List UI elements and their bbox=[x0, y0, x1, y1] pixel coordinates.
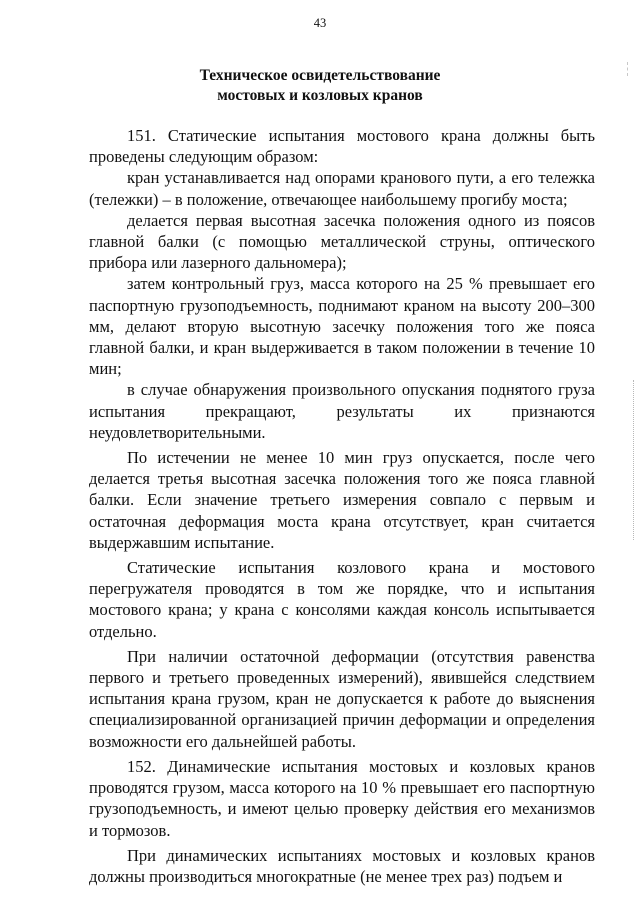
paragraph: делается первая высотная засечка положения одного из поясов главной балки (с помощью металлической струны, оптического прибора или лазерного дальномера); bbox=[89, 210, 595, 273]
paragraph: По истечении не менее 10 мин груз опускается, после чего делается третья высотная засечка положения того же пояса главной балки. Если значение третьего измерения совпало с первым и остаточная деформация моста крана отсутствует, кран считается выдержавшим испытание. bbox=[89, 448, 595, 552]
section-heading-line: мостовых и козловых кранов bbox=[217, 87, 423, 104]
paragraph: кран устанавливается над опорами кранового пути, а его тележка (тележки) – в положение, отвечающее наибольшему прогибу моста; bbox=[89, 168, 595, 209]
paragraph: затем контрольный груз, масса которого на 25 % превышает его паспортную грузоподъемность, поднимают краном на высоту 200–300 мм, делают вторую высотную засечку положения того же пояса главной балки, и кран выдерживается в таком положении в течение 10 мин; bbox=[89, 274, 595, 379]
paragraph: При динамических испытаниях мостовых и козловых кранов должны производиться многократные (не менее трех раз) подъем и bbox=[89, 845, 595, 886]
body-text bbox=[89, 125, 595, 887]
section-heading bbox=[0, 66, 640, 106]
paragraph: Статические испытания козлового крана и мостового перегружателя проводятся в том же порядке, что и испытания мостового крана; у крана с консолями каждая консоль испытывается отдельно. bbox=[89, 558, 595, 641]
paragraph: 152. Динамические испытания мостовых и козловых кранов проводятся грузом, масса которого на 10 % превышает его паспортную грузоподъемность, и имеют целью проверку действия его механизмов и тормозов. bbox=[89, 756, 595, 840]
page-number: 43 bbox=[313, 16, 327, 30]
section-heading-line: Техническое освидетельствование bbox=[199, 67, 441, 84]
scan-artifact bbox=[631, 380, 634, 540]
paragraph: 151. Статические испытания мостового крана должны быть проведены следующим образом: bbox=[89, 126, 595, 167]
paragraph: в случае обнаружения произвольного опускания поднятого груза испытания прекращают, результаты их признаются неудовлетворительными. bbox=[89, 380, 595, 442]
paragraph: При наличии остаточной деформации (отсутствия равенства первого и третьего проведенных измерений), явившейся следствием испытания крана грузом, кран не допускается к работе до выяснения специализированной организацией причин деформации и определения возможности его дальнейшей работы. bbox=[89, 646, 595, 751]
scan-artifact bbox=[627, 62, 632, 76]
